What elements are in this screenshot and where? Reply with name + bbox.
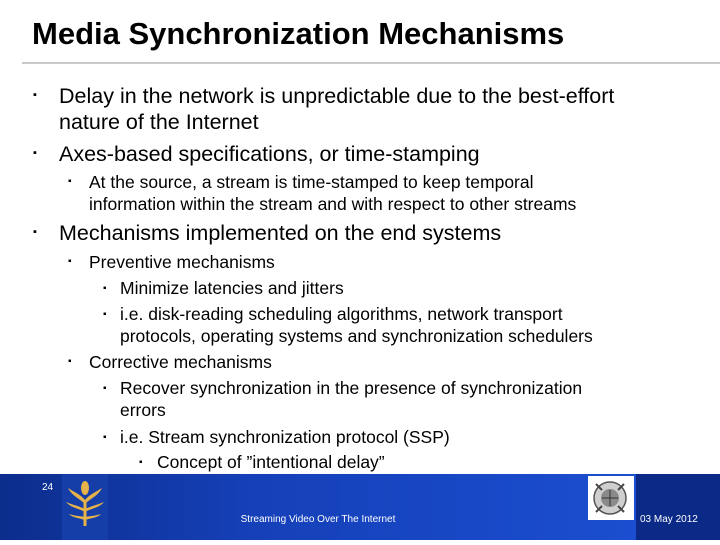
bullet-text: i.e. disk-reading scheduling algorithms, network transport <box>120 304 563 324</box>
bullet-marker: ▪ <box>103 432 107 443</box>
title-divider <box>22 62 720 64</box>
bullet-text-cont: nature of the Internet <box>59 110 259 134</box>
footer-title: Streaming Video Over The Internet <box>240 514 396 525</box>
bullet-text: Mechanisms implemented on the end systems <box>59 221 502 245</box>
bullet-text: Minimize latencies and jitters <box>120 278 344 298</box>
bullet-marker: ▪ <box>68 356 72 367</box>
footer-date: 03 May 2012 <box>640 514 698 525</box>
tree-logo-icon <box>62 474 108 540</box>
page-number: 24 <box>42 482 54 493</box>
bullet-marker: ▪ <box>103 283 107 294</box>
bullet-text-cont: errors <box>120 400 166 420</box>
bullet-marker: ▪ <box>33 226 37 238</box>
bullet-marker: ▪ <box>103 309 107 320</box>
slide-title: Media Synchronization Mechanisms <box>32 16 565 51</box>
university-emblem-icon <box>588 476 634 520</box>
bullet-text-cont: information within the stream and with respect to other streams <box>89 194 577 214</box>
slide-footer <box>0 474 720 540</box>
bullet-text: At the source, a stream is time-stamped to keep temporal <box>89 172 534 192</box>
bullet-marker: ▪ <box>33 147 37 159</box>
bullet-text-cont: protocols, operating systems and synchronization schedulers <box>120 326 593 346</box>
bullet-marker: ▪ <box>103 383 107 394</box>
bullet-marker: ▪ <box>33 89 37 101</box>
bullet-text: Preventive mechanisms <box>89 252 275 272</box>
bullet-marker: ▪ <box>68 256 72 267</box>
bullet-text: Axes-based specifications, or time-stamping <box>59 142 480 166</box>
bullet-text: i.e. Stream synchronization protocol (SSP) <box>120 427 450 447</box>
bullet-text: Delay in the network is unpredictable due to the best-effort <box>59 84 615 108</box>
bullet-text: Concept of ”intentional delay” <box>157 452 385 472</box>
bullet-text: Recover synchronization in the presence of synchronization <box>120 378 583 398</box>
bullet-marker: ▪ <box>68 176 72 187</box>
footer-date-panel <box>636 474 720 540</box>
bullet-marker: ▪ <box>139 457 143 468</box>
bullet-text: Corrective mechanisms <box>89 352 272 372</box>
